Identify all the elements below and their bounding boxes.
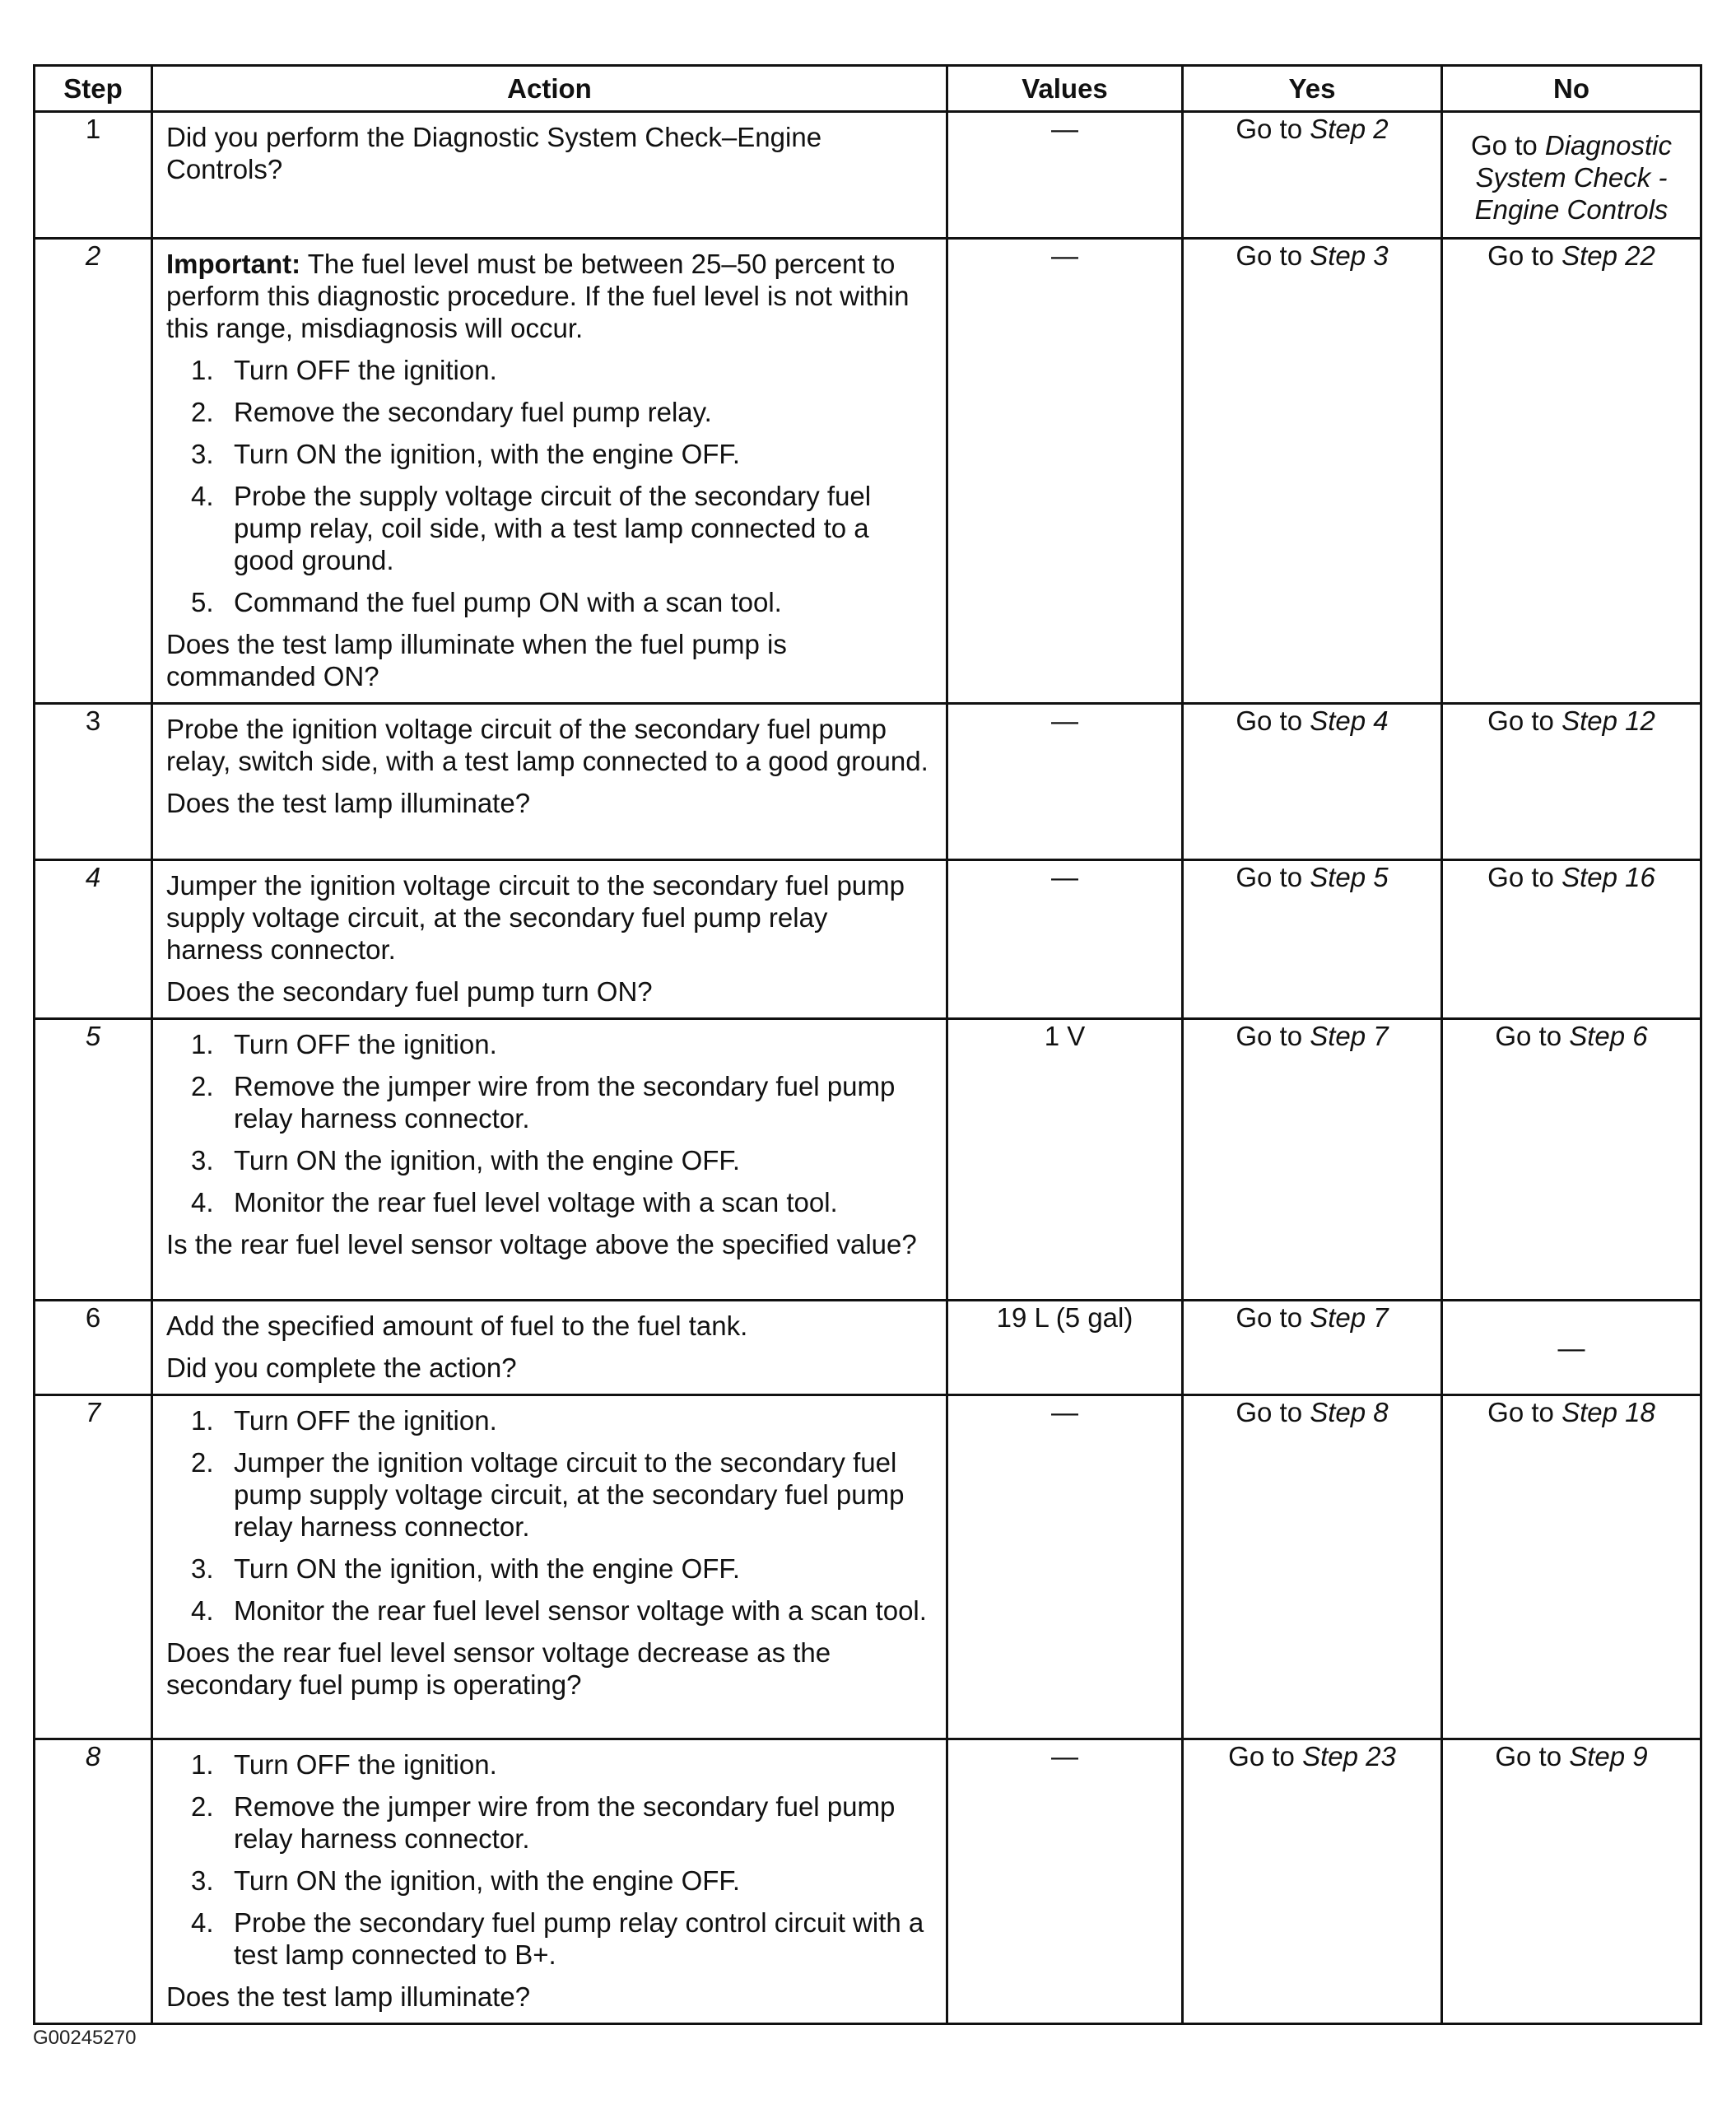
action-steps	[166, 1748, 931, 1971]
step-number: 1	[35, 112, 152, 239]
important-note	[166, 248, 931, 344]
no-link[interactable]: Step 18	[1561, 1397, 1655, 1427]
table-row-step-1	[35, 112, 1701, 239]
yes-link[interactable]: Step 4	[1310, 705, 1389, 736]
action-cell	[152, 704, 947, 860]
list-item: 3. Turn ON the ignition, with the engine OFF.	[191, 1145, 741, 1176]
no-cell	[1442, 1019, 1701, 1301]
no-cell	[1442, 704, 1701, 860]
table-row-step-2	[35, 239, 1701, 704]
value-cell: —	[947, 860, 1183, 1019]
list-item: 1. Turn OFF the ignition.	[191, 1405, 497, 1436]
action-question: Does the test lamp illuminate?	[166, 788, 531, 818]
no-cell: —	[1442, 1301, 1701, 1395]
no-cell	[1442, 1739, 1701, 2024]
yes-link[interactable]: Step 7	[1310, 1021, 1389, 1051]
value-cell: —	[947, 1395, 1183, 1739]
list-item: 1. Turn OFF the ignition.	[191, 1749, 497, 1780]
yes-prefix: Go to	[1236, 705, 1303, 736]
list-item: 1. Turn OFF the ignition.	[191, 355, 497, 385]
no-link[interactable]: Step 6	[1569, 1021, 1648, 1051]
no-prefix: Go to	[1495, 1021, 1562, 1051]
list-item: 1. Turn OFF the ignition.	[191, 1029, 497, 1059]
yes-prefix: Go to	[1236, 1302, 1303, 1333]
yes-cell	[1183, 1019, 1442, 1301]
table-row-step-6	[35, 1301, 1701, 1395]
no-cell	[1442, 239, 1701, 704]
yes-prefix: Go to	[1236, 1397, 1303, 1427]
action-text: Jumper the ignition voltage circuit to the secondary fuel pump supply voltage circuit, at the secondary fuel pump relay harness connector.	[166, 870, 905, 965]
action-cell	[152, 1395, 947, 1739]
action-text: Probe the ignition voltage circuit of the secondary fuel pump relay, switch side, with a test lamp connected to a good ground.	[166, 714, 929, 776]
yes-prefix: Go to	[1236, 1021, 1303, 1051]
header-action: Action	[152, 66, 947, 112]
no-prefix: Go to	[1487, 1397, 1554, 1427]
diagnostic-table	[33, 64, 1702, 2025]
no-link[interactable]: Step 12	[1561, 705, 1655, 736]
no-cell	[1442, 1395, 1701, 1739]
header-step: Step	[35, 66, 152, 112]
table-row-step-8	[35, 1739, 1701, 2024]
list-item: 4. Monitor the rear fuel level voltage with a scan tool.	[191, 1187, 838, 1217]
list-item: 5. Command the fuel pump ON with a scan tool.	[191, 587, 782, 617]
yes-link[interactable]: Step 2	[1310, 114, 1389, 144]
value-cell: —	[947, 1739, 1183, 2024]
list-item: 2. Remove the secondary fuel pump relay.	[191, 397, 712, 427]
no-prefix: Go to	[1471, 130, 1538, 161]
yes-prefix: Go to	[1236, 114, 1303, 144]
action-cell	[152, 1301, 947, 1395]
list-item: 3. Turn ON the ignition, with the engine OFF.	[191, 1553, 741, 1584]
list-item: 2. Jumper the ignition voltage circuit to the secondary fuel pump supply voltage circuit, at the secondary fuel pump relay harness connector.	[191, 1447, 905, 1542]
yes-link[interactable]: Step 7	[1310, 1302, 1389, 1333]
list-item: 2. Remove the jumper wire from the secondary fuel pump relay harness connector.	[191, 1791, 896, 1854]
yes-cell	[1183, 1739, 1442, 2024]
action-cell	[152, 112, 947, 239]
value-cell: 19 L (5 gal)	[947, 1301, 1183, 1395]
yes-link[interactable]: Step 3	[1310, 240, 1389, 271]
action-cell	[152, 1739, 947, 2024]
action-cell	[152, 860, 947, 1019]
step-number: 3	[35, 704, 152, 860]
list-item: 3. Turn ON the ignition, with the engine OFF.	[191, 439, 741, 469]
table-row-step-3	[35, 704, 1701, 860]
step-number: 8	[35, 1739, 152, 2024]
yes-prefix: Go to	[1228, 1741, 1295, 1771]
important-text: The fuel level must be between 25–50 percent to perform this diagnostic procedure. If the fuel level is not within this range, misdiagnosis will occur.	[166, 249, 910, 343]
step-number: 4	[35, 860, 152, 1019]
value-cell: —	[947, 704, 1183, 860]
list-item: 4. Probe the supply voltage circuit of the secondary fuel pump relay, coil side, with a test lamp connected to a good ground.	[191, 481, 872, 575]
action-question: Does the rear fuel level sensor voltage decrease as the secondary fuel pump is operating?	[166, 1637, 831, 1700]
yes-link[interactable]: Step 23	[1302, 1741, 1396, 1771]
action-question: Does the test lamp illuminate?	[166, 1981, 531, 2012]
no-cell	[1442, 860, 1701, 1019]
no-link[interactable]: Step 9	[1569, 1741, 1648, 1771]
yes-cell	[1183, 112, 1442, 239]
action-question: Is the rear fuel level sensor voltage above the specified value?	[166, 1229, 917, 1259]
yes-cell	[1183, 1395, 1442, 1739]
action-steps	[166, 1404, 931, 1627]
no-prefix: Go to	[1495, 1741, 1562, 1771]
no-prefix: Go to	[1487, 240, 1554, 271]
table-row-step-5	[35, 1019, 1701, 1301]
action-text: Add the specified amount of fuel to the fuel tank.	[166, 1311, 748, 1341]
action-question: Did you complete the action?	[166, 1352, 517, 1383]
step-number: 5	[35, 1019, 152, 1301]
value-cell: —	[947, 112, 1183, 239]
yes-prefix: Go to	[1236, 862, 1303, 892]
step-number: 2	[35, 239, 152, 704]
list-item: 4. Probe the secondary fuel pump relay control circuit with a test lamp connected to B+.	[191, 1907, 924, 1970]
header-row	[35, 66, 1701, 112]
figure-caption: G00245270	[33, 2027, 137, 2049]
no-link[interactable]: Step 22	[1561, 240, 1655, 271]
important-label: Important:	[166, 249, 301, 279]
no-prefix: Go to	[1487, 862, 1554, 892]
yes-cell	[1183, 239, 1442, 704]
action-cell	[152, 1019, 947, 1301]
value-cell: —	[947, 239, 1183, 704]
action-question: Does the secondary fuel pump turn ON?	[166, 976, 653, 1007]
list-item: 2. Remove the jumper wire from the secondary fuel pump relay harness connector.	[191, 1071, 896, 1134]
no-prefix: Go to	[1487, 705, 1554, 736]
yes-link[interactable]: Step 8	[1310, 1397, 1389, 1427]
no-cell	[1442, 112, 1701, 239]
table-row-step-4	[35, 860, 1701, 1019]
action-steps	[166, 1028, 931, 1218]
no-link[interactable]: Step 16	[1561, 862, 1655, 892]
step-number: 7	[35, 1395, 152, 1739]
header-values: Values	[947, 66, 1183, 112]
table-row-step-7	[35, 1395, 1701, 1739]
yes-link[interactable]: Step 5	[1310, 862, 1389, 892]
action-question: Does the test lamp illuminate when the fuel pump is commanded ON?	[166, 629, 787, 691]
header-yes: Yes	[1183, 66, 1442, 112]
yes-cell	[1183, 1301, 1442, 1395]
step-number: 6	[35, 1301, 152, 1395]
action-cell	[152, 239, 947, 704]
no-link[interactable]: Diagnostic System Check - Engine Controls	[1474, 130, 1672, 225]
yes-cell	[1183, 860, 1442, 1019]
header-no: No	[1442, 66, 1701, 112]
value-cell: 1 V	[947, 1019, 1183, 1301]
yes-prefix: Go to	[1236, 240, 1303, 271]
action-steps	[166, 354, 931, 618]
action-text: Did you perform the Diagnostic System Check–Engine Controls?	[166, 122, 822, 184]
list-item: 4. Monitor the rear fuel level sensor voltage with a scan tool.	[191, 1595, 927, 1626]
yes-cell	[1183, 704, 1442, 860]
list-item: 3. Turn ON the ignition, with the engine OFF.	[191, 1865, 741, 1896]
